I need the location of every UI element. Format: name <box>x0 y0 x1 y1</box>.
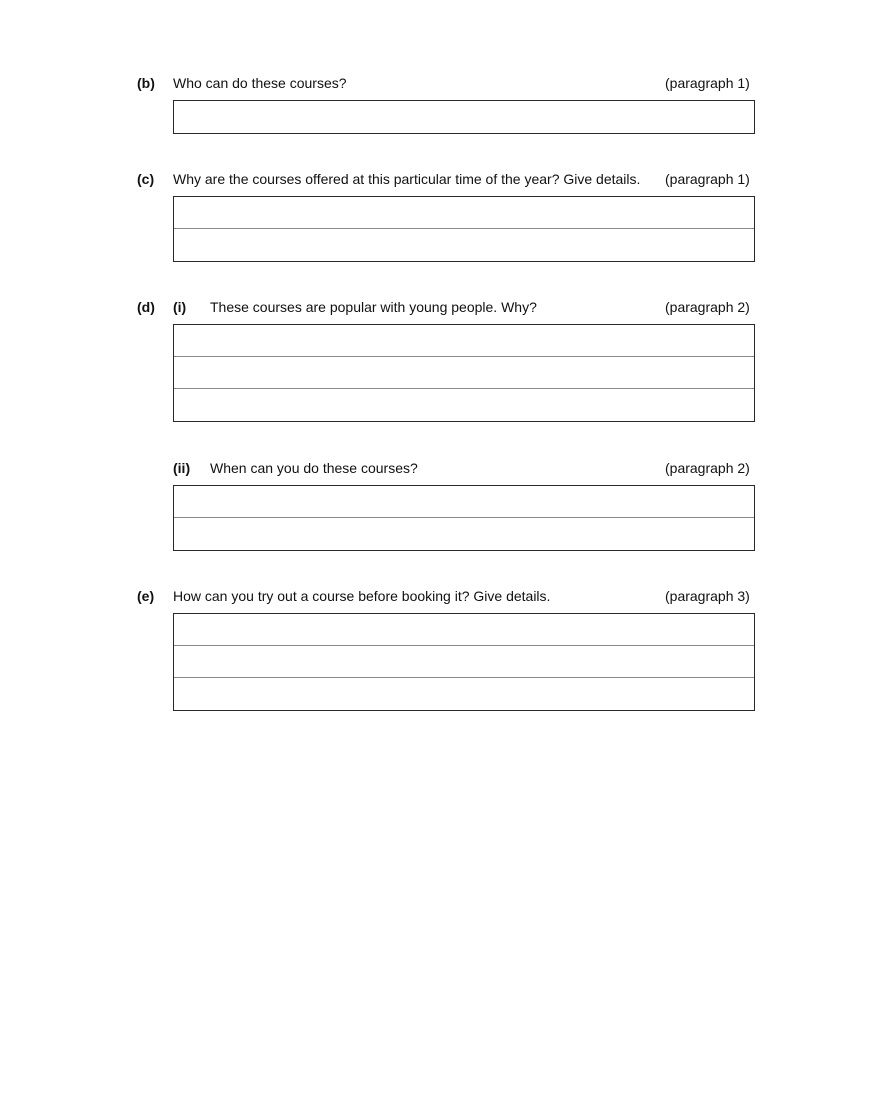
question-b-label: (b) <box>137 75 155 91</box>
question-c-label: (c) <box>137 171 155 187</box>
question-c-answer-box[interactable] <box>173 196 755 262</box>
question-e-reference: (paragraph 3) <box>665 588 750 604</box>
question-d-i-answer-box[interactable] <box>173 324 755 422</box>
question-d-ii-text: When can you do these courses? <box>210 460 418 476</box>
answer-line[interactable] <box>174 678 754 710</box>
question-e-label: (e) <box>137 588 155 604</box>
answer-line[interactable] <box>174 389 754 421</box>
question-c-reference: (paragraph 1) <box>665 171 750 187</box>
answer-line[interactable] <box>174 229 754 261</box>
question-e-answer-box[interactable] <box>173 613 755 711</box>
answer-line[interactable] <box>174 101 754 133</box>
question-b-answer-box[interactable] <box>173 100 755 134</box>
answer-line[interactable] <box>174 325 754 357</box>
question-d-ii-label: (ii) <box>173 460 191 476</box>
question-d-i-text: These courses are popular with young people. Why? <box>210 299 537 315</box>
question-c-text: Why are the courses offered at this particular time of the year? Give details. <box>173 171 641 187</box>
question-d-i-label: (i) <box>173 299 187 315</box>
question-d-label: (d) <box>137 299 155 315</box>
answer-line[interactable] <box>174 518 754 550</box>
question-d-i-reference: (paragraph 2) <box>665 299 750 315</box>
answer-line[interactable] <box>174 614 754 646</box>
question-e-text: How can you try out a course before booking it? Give details. <box>173 588 551 604</box>
answer-line[interactable] <box>174 646 754 678</box>
question-d-ii-answer-box[interactable] <box>173 485 755 551</box>
question-b-text: Who can do these courses? <box>173 75 347 91</box>
answer-line[interactable] <box>174 486 754 518</box>
answer-line[interactable] <box>174 197 754 229</box>
question-d-ii-reference: (paragraph 2) <box>665 460 750 476</box>
answer-line[interactable] <box>174 357 754 389</box>
question-b-reference: (paragraph 1) <box>665 75 750 91</box>
